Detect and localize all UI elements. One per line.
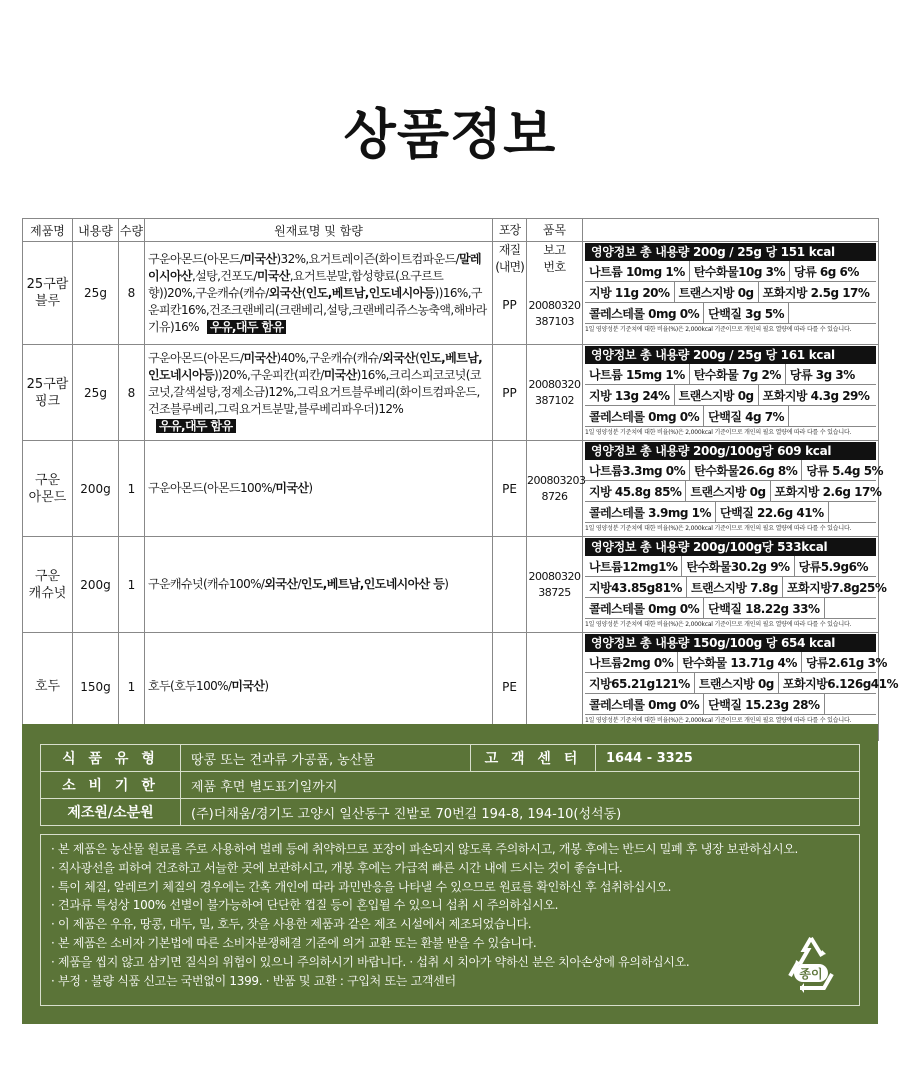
- packaging-cell: [493, 537, 527, 633]
- report-header-cont: 보고 번호: [543, 243, 566, 274]
- note-line: · 견과류 특성상 100% 선별이 불가능하여 단단한 껍질 등이 혼입될 수 있으니 섭취 시 주의하십시오.: [51, 898, 559, 913]
- report-no: 20080320 387103: [528, 299, 581, 328]
- product-name-cell: [23, 537, 73, 633]
- nutrition-footnote: 1일 영양성분 기준치에 대한 비율(%)은 2,000kcal 기준이므로 개인의 필요 열량에 따라 다를 수 있습니다.: [585, 717, 852, 724]
- report-no-cell: [527, 242, 583, 345]
- note-line: · 본 제품은 농산물 원료를 주로 사용하여 벌레 등에 취약하므로 포장이 파손되지 않도록 주의하시고, 개봉 후에는 반드시 밀폐 후 냉장 보관하십시오.: [51, 842, 799, 856]
- product-name: 25구람: [26, 277, 69, 292]
- product-name-cell: [23, 345, 73, 441]
- nutrition-value: 콜레스테롤 3.9mg 1%: [585, 502, 716, 522]
- product-name: 핑크: [34, 393, 61, 409]
- food-type-value: 땅콩 또는 견과류 가공품, 농산물: [181, 745, 471, 772]
- recycle-label: 종이: [799, 967, 823, 981]
- product-name: 아몬드: [28, 489, 67, 505]
- product-name: 블루: [34, 294, 61, 309]
- nutrition-value: 트랜스지방 0g: [695, 673, 779, 693]
- nutrition-value: 탄수화물10g 3%: [690, 261, 790, 281]
- nutrition-row: [585, 385, 876, 406]
- note-line: · 본 제품은 소비자 기본법에 따른 소비자분쟁해결 기준에 의거 교환 또는 환불 받을 수 있습니다.: [51, 935, 537, 950]
- nutrition-value: 콜레스테롤 0mg 0%: [585, 303, 704, 323]
- nutrition-value: 나트륨12mg1%: [585, 556, 682, 576]
- nutrition-footnote: 1일 영양성분 기준치에 대한 비율(%)은 2,000kcal 기준이므로 개인의 필요 열량에 따라 다를 수 있습니다.: [585, 621, 852, 628]
- header-cell: 포장: [493, 219, 527, 241]
- product-name-cell: [23, 242, 73, 345]
- note-line: · 특이 체질, 알레르기 체질의 경우에는 간혹 개인에 따라 과민반응을 나타낼 수 있으므로 원료를 확인하신 후 섭취하십시오.: [51, 879, 672, 894]
- nutrition-value: 탄수화물 7g 2%: [690, 364, 786, 384]
- nutrition-header: 영양정보 총 내용량 200g/100g당 533kcal: [585, 538, 876, 556]
- nutrition-row: [585, 460, 884, 481]
- nutrition-value: 나트륨 10mg 1%: [585, 261, 690, 281]
- product-name: 25구람: [26, 376, 69, 392]
- nutrition-row: [585, 261, 876, 282]
- nutrition-value: 당류 6g 6%: [794, 264, 859, 279]
- nutrition-value: 콜레스테롤 0mg 0%: [585, 598, 704, 618]
- nutrition-value: 나트륨3.3mg 0%: [585, 460, 690, 480]
- nutrition-row: [585, 652, 887, 673]
- nutrition-value: 나트륨2mg 0%: [585, 652, 678, 672]
- packaging-value: PP: [502, 298, 517, 312]
- food-type-label: 식 품 유 형: [41, 745, 181, 772]
- nutrition-header: 영양정보 총 내용량 150g/100g 당 654 kcal: [585, 634, 876, 652]
- table-header-row: [23, 219, 879, 242]
- report-no-cell: 20080320 38725: [527, 537, 583, 633]
- nutrition-value: 포화지방7.8g25%: [786, 580, 887, 595]
- nutrition-row: [585, 502, 876, 523]
- ingredients-cell: 구운아몬드(아몬드100%/미국산): [145, 441, 493, 537]
- customer-center-phone: 1644 - 3325: [596, 745, 860, 772]
- nutrition-value: 포화지방6.126g41%: [782, 676, 899, 691]
- nutrition-value: 트랜스지방 0g: [686, 481, 770, 501]
- nutrition-value: 단백질 3g 5%: [704, 303, 789, 323]
- nutrition-cell: [583, 345, 879, 441]
- nutrition-row: [585, 364, 876, 385]
- nutrition-value: [825, 598, 833, 618]
- nutrition-value: 단백질 18.22g 33%: [704, 598, 824, 618]
- header-cell: 내용량: [73, 219, 119, 242]
- product-weight: 25g: [73, 345, 119, 441]
- nutrition-value: 지방 45.8g 85%: [585, 481, 686, 501]
- product-qty: 1: [119, 633, 145, 741]
- nutrition-row: [585, 673, 899, 694]
- nutrition-value: 탄수화물 13.71g 4%: [678, 652, 802, 672]
- nutrition-value: 트랜스지방 7.8g: [687, 577, 783, 597]
- table-row: [23, 537, 879, 633]
- table-row: [23, 242, 879, 345]
- nutrition-value: 지방43.85g81%: [585, 577, 687, 597]
- product-qty: 8: [119, 345, 145, 441]
- nutrition-value: 당류5.9g6%: [798, 559, 868, 574]
- product-name: 구운: [34, 568, 61, 584]
- nutrition-value: 포화지방 4.3g 29%: [762, 388, 870, 403]
- nutrition-value: 트랜스지방 0g: [675, 385, 759, 405]
- header-spacer: [583, 219, 878, 241]
- product-qty: 1: [119, 537, 145, 633]
- note-line: · 직사광선을 피하여 건조하고 서늘한 곳에 보관하시고, 개봉 후에는 가급적 빠른 시간 내에 드시는 것이 좋습니다.: [51, 860, 623, 875]
- ingredients-cell: 구운아몬드(아몬드/미국산)32%,요거트레이즌(화이트컴파운드/말레이시아산,설탕,건포도/미국산,요거트분말,합성향료(요구르트향))20%,구운캐슈(캐슈/외국산(인도,베트남,인도네시아등))16%,구운피칸16%,건조크랜베리(크랜베리,설탕,크랜베리쥬스농축액,해바라기유)16% 우유,대두 함유: [145, 242, 493, 345]
- nutrition-value: 단백질 22.6g 41%: [716, 502, 829, 522]
- product-weight: 150g: [73, 633, 119, 741]
- nutrition-value: 탄수화물30.2g 9%: [682, 556, 794, 576]
- nutrition-header: 영양정보 총 내용량 200g/100g당 609 kcal: [585, 442, 876, 460]
- product-name: 캐슈넛: [28, 585, 67, 601]
- product-weight: 200g: [73, 441, 119, 537]
- nutrition-footnote: 1일 영양성분 기준치에 대한 비율(%)은 2,000kcal 기준이므로 개인의 필요 열량에 따라 다를 수 있습니다.: [585, 326, 852, 333]
- product-qty: 8: [119, 242, 145, 345]
- note-line: · 부정 · 불량 식품 신고는 국번없이 1399. · 반품 및 교환 : 구입처 또는 고객센터: [51, 973, 456, 988]
- product-table: [22, 218, 899, 741]
- notes-box: [40, 834, 860, 1006]
- product-weight: 200g: [73, 537, 119, 633]
- nutrition-row: [585, 556, 876, 577]
- maker-label: 제조원/소분원: [41, 799, 181, 826]
- nutrition-value: 단백질 4g 7%: [704, 406, 789, 426]
- nutrition-header: 영양정보 총 내용량 200g / 25g 당 161 kcal: [585, 346, 876, 364]
- packaging-cell: PP: [493, 345, 527, 441]
- packaging-cell: PE: [493, 633, 527, 741]
- nutrition-cell: [583, 537, 887, 633]
- nutrition-value: 당류 5.4g 5%: [806, 463, 884, 478]
- packaging-header-cont: 재질 (내면): [495, 243, 524, 274]
- nutrition-value: 콜레스테롤 0mg 0%: [585, 406, 704, 426]
- packaging-cell: PE: [493, 441, 527, 537]
- info-table: [40, 744, 860, 826]
- report-no-cell: 200803203 8726: [527, 441, 583, 537]
- nutrition-value: [789, 303, 797, 323]
- nutrition-cell: [583, 441, 884, 537]
- header-cell: 제품명: [23, 219, 73, 242]
- ingredients-cell: 구운아몬드(아몬드/미국산)40%,구운캐슈(캐슈/외국산(인도,베트남,인도네시아등))20%,구운피칸(피칸/미국산)16%,크리스피코코넛(코코넛,갈색설탕,정제소금)12%,그릭요거트블루베리(화이트컴파운드,건조블루베리,그릭요거트분말,블루베리파우더)12%우유,대두 함유: [145, 345, 493, 441]
- note-line: · 제품을 씹지 않고 삼키면 질식의 위험이 있으니 주의하시기 바랍니다. · 섭취 시 치아가 약하신 분은 치아손상에 유의하십시오.: [51, 954, 690, 969]
- product-name: 호두: [34, 679, 61, 694]
- product-name: 구운: [34, 472, 61, 488]
- nutrition-row: [585, 598, 876, 619]
- nutrition-value: 나트륨 15mg 1%: [585, 364, 690, 384]
- table-row: [23, 441, 879, 537]
- nutrition-row: [585, 406, 876, 427]
- ingredients-cell: 구운캐슈넛(캐슈100%/외국산/인도,베트남,인도네시아산 등): [145, 537, 493, 633]
- nutrition-header: 영양정보 총 내용량 200g / 25g 당 151 kcal: [585, 243, 876, 261]
- report-no-cell: 20080320 387102: [527, 345, 583, 441]
- table-row: [23, 345, 879, 441]
- info-panel: [22, 724, 878, 1024]
- nutrition-value: 당류 3g 3%: [789, 367, 855, 382]
- product-qty: 1: [119, 441, 145, 537]
- expiry-label: 소 비 기 한: [41, 772, 181, 799]
- nutrition-value: [825, 694, 833, 714]
- header-cell: 수량: [119, 219, 145, 242]
- packaging-cell: [493, 242, 527, 345]
- nutrition-row: [585, 577, 887, 598]
- allergy-badge: 우유,대두 함유: [156, 419, 236, 433]
- nutrition-value: 당류2.61g 3%: [805, 655, 887, 670]
- page-title: 상품정보: [343, 103, 557, 166]
- ingredients-cell: 호두(호두100%/미국산): [145, 633, 493, 741]
- nutrition-row: [585, 303, 876, 324]
- nutrition-value: 콜레스테롤 0mg 0%: [585, 694, 704, 714]
- nutrition-row: [585, 694, 876, 715]
- nutrition-value: 포화지방 2.5g 17%: [762, 285, 870, 300]
- header-cell: 원재료명 및 함량: [145, 219, 493, 242]
- nutrition-value: 지방 11g 20%: [585, 282, 675, 302]
- nutrition-value: 지방 13g 24%: [585, 385, 675, 405]
- allergy-badge: 우유,대두 함유: [207, 320, 287, 334]
- header-cell: 품목: [527, 219, 583, 241]
- nutrition-footnote: 1일 영양성분 기준치에 대한 비율(%)은 2,000kcal 기준이므로 개인의 필요 열량에 따라 다를 수 있습니다.: [585, 525, 852, 532]
- paper-recycle-icon: [780, 932, 842, 994]
- nutrition-value: 단백질 15.23g 28%: [704, 694, 824, 714]
- customer-center-label: 고 객 센 터: [471, 745, 596, 772]
- nutrition-footnote: 1일 영양성분 기준치에 대한 비율(%)은 2,000kcal 기준이므로 개인의 필요 열량에 따라 다를 수 있습니다.: [585, 429, 852, 436]
- note-line: · 이 제품은 우유, 땅콩, 대두, 밀, 호두, 잣을 사용한 제품과 같은 제조 시설에서 제조되었습니다.: [51, 917, 532, 932]
- nutrition-value: [829, 502, 837, 522]
- nutrition-value: 지방65.21g121%: [585, 673, 695, 693]
- maker-value: (주)더채움/경기도 고양시 일산동구 진밭로 70번길 194-8, 194-10(성석동): [181, 799, 860, 826]
- expiry-value: 제품 후면 별도표기일까지: [181, 772, 860, 799]
- nutrition-value: 트랜스지방 0g: [675, 282, 759, 302]
- product-weight: 25g: [73, 242, 119, 345]
- nutrition-row: [585, 481, 882, 502]
- nutrition-value: 탄수화물26.6g 8%: [690, 460, 802, 480]
- nutrition-value: 포화지방 2.6g 17%: [774, 484, 882, 499]
- nutrition-value: [789, 406, 797, 426]
- nutrition-row: [585, 282, 876, 303]
- nutrition-cell: [583, 242, 879, 345]
- product-name-cell: [23, 441, 73, 537]
